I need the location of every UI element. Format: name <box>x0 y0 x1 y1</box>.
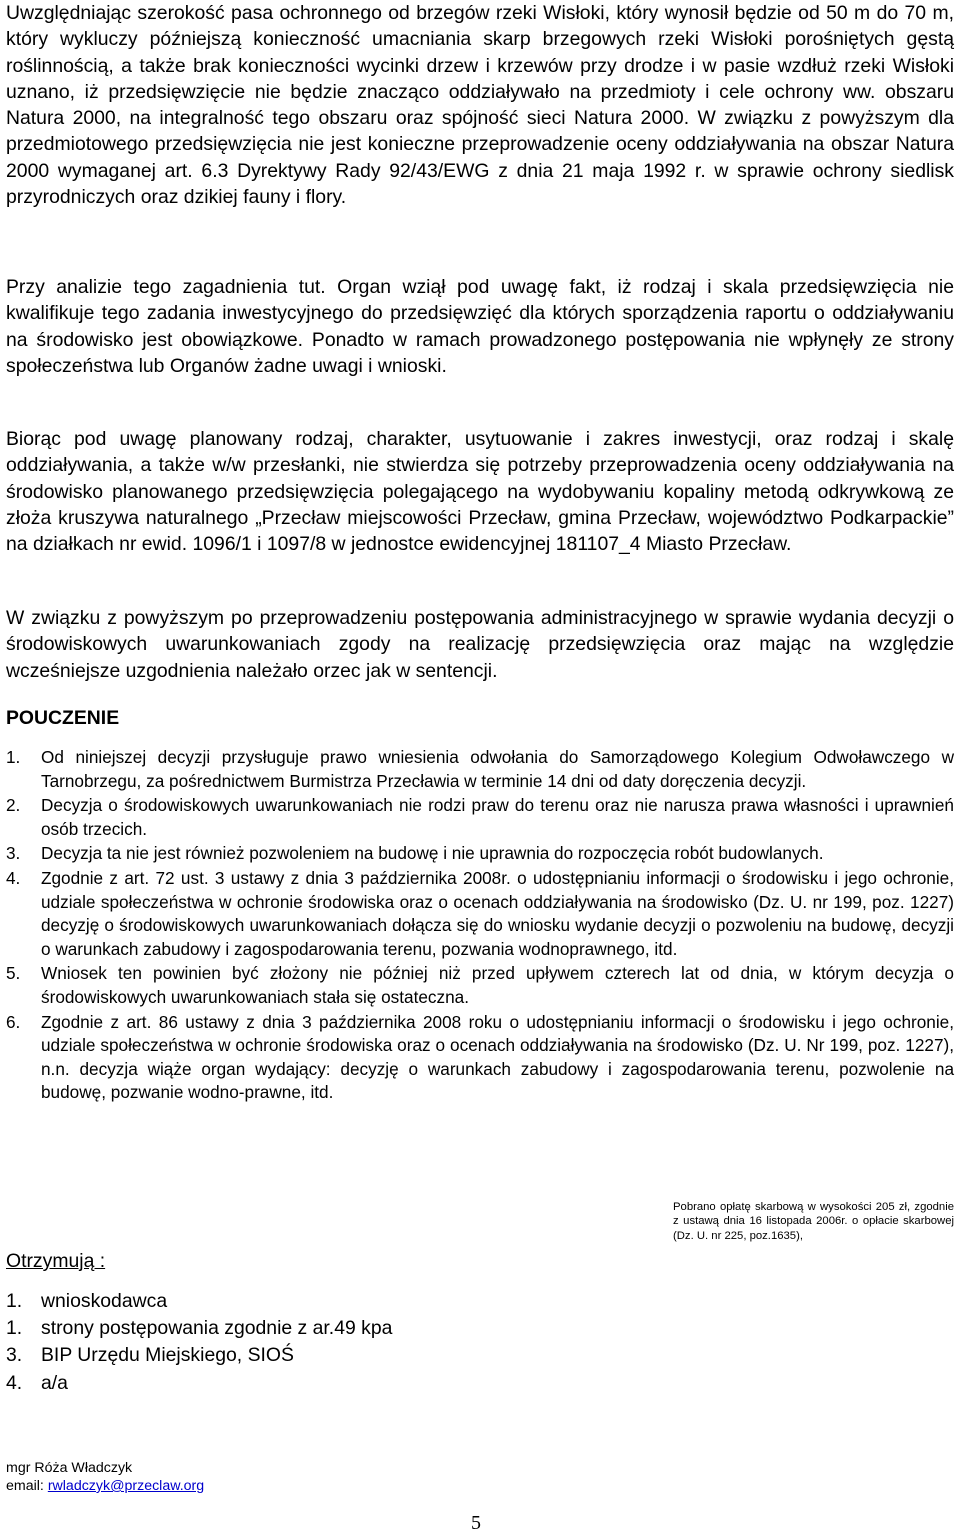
recipient-item <box>6 1370 392 1397</box>
pouczenie-item <box>6 962 954 1009</box>
signer-block <box>6 1459 204 1495</box>
item-text: Zgodnie z art. 72 ust. 3 ustawy z dnia 3 października 2008r. o udostępnianiu informacji o środowisku i jego ochronie, udziale społeczeństwa w ochronie środowiska oraz o ocenach oddziaływania na środowisko (Dz. U. nr 199, poz. 1227) decyzję o środowiskowych uwarunkowaniach dołącza się do wniosku wydanie decyzji o pozwoleniu na budowę, decyzji o warunkach zabudowy i zagospodarowania terenu, pozwania wodnoprawnego, itd. <box>41 867 954 959</box>
recipient-item <box>6 1315 392 1342</box>
item-text: Wniosek ten powinien być złożony nie później niż przed upływem czterech lat od dnia, w którym decyzja o środowiskowych uwarunkowaniach stała się ostateczna. <box>41 963 954 1007</box>
item-text: Decyzja o środowiskowych uwarunkowaniach nie rodzi praw do terenu oraz nie narusza prawa własności i uprawnień osób trzecich. <box>41 795 954 839</box>
justification-paragraph-conclusion: Biorąc pod uwagę planowany rodzaj, charakter, usytuowanie i zakres inwestycji, oraz rodzaj i skalę oddziaływania, a także w/w przesłanki, nie stwierdza się potrzeby przeprowadzenia oceny oddziaływania na środowisko planowanego przedsięwzięcia polegającego na wydobywaniu kopaliny metodą odkrywkową ze złoża kruszywa naturalnego „Przecław miejscowości Przecław, gmina Przecław, województwo Podkarpackie” na działkach nr ewid. 1096/1 i 1097/8 w jednostce ewidencyjnej 181107_4 Miasto Przecław. <box>6 428 954 556</box>
pouczenie-list <box>6 746 954 1106</box>
signer-email-line <box>6 1477 204 1495</box>
justification-paragraph-summary: W związku z powyższym po przeprowadzeniu postępowania administracyjnego w sprawie wydania decyzji o środowiskowych uwarunkowaniach zgody na realizację przedsięwzięcia oraz mając na względzie wcześniejsze uzgodnienia należało orzec jak w sentencji. <box>6 607 954 682</box>
page-number: 5 <box>471 1512 481 1534</box>
recipient-item <box>6 1342 392 1369</box>
justification-paragraph-natura: Uwzględniając szerokość pasa ochronnego od brzegów rzeki Wisłoki, który wynosił będzie od 50 m do 70 m, który wykluczy późniejszą konieczność umacniania skarp brzegowych rzeki Wisłoki porośniętych gęstą roślinnością, a także brak konieczności wycinki drzew i krzewów przy drodze i w pasie wzdłuż rzeki Wisłoki uznano, iż przedsięwzięcie nie będzie znacząco oddziaływało na przedmioty i cele ochrony ww. obszaru Natura 2000, na integralność tego obszaru oraz spójność sieci Natura 2000. W związku z powyższym dla przedmiotowego przedsięwzięcia nie jest konieczne przeprowadzenie oceny oddziaływania na obszar Natura 2000 wymaganej art. 6.3 Dyrektywy Rady 92/43/EWG z dnia 21 maja 1992 r. w sprawie ochrony siedlisk przyrodniczych oraz dzikiej fauny i flory. <box>6 2 954 209</box>
email-link[interactable]: rwladczyk@przeclaw.org <box>47 1478 205 1494</box>
email-label: email: <box>6 1478 44 1494</box>
item-text: Zgodnie z art. 86 ustawy z dnia 3 października 2008 roku o udostępnianiu informacji o środowisku i jego ochronie, udziale społeczeństwa w ochronie środowiska oraz o ocenach oddziaływania na środowisko (Dz. U. Nr 199, poz. 1227), n.n. decyzja wiąże organ wydający: decyzję o warunkach zabudowy i zagospodarowania terenu, pozwolenie na budowę, pozwanie wodno-prawne, itd. <box>41 1011 954 1103</box>
pouczenie-item <box>6 794 954 841</box>
item-number: 1. <box>6 1317 23 1340</box>
item-text: BIP Urzędu Miejskiego, SIOŚ <box>41 1344 294 1367</box>
recipient-item <box>6 1288 392 1315</box>
item-number: 3. <box>6 843 21 864</box>
item-text: strony postępowania zgodnie z ar.49 kpa <box>41 1317 393 1340</box>
stamp-duty-note: Pobrano opłatę skarbową w wysokości 205 zł, zgodnie z ustawą dnia 16 listopada 2006r. o opłacie skarbowej (Dz. U. nr 225, poz.1635), <box>673 1201 954 1242</box>
item-text: Decyzja ta nie jest również pozwoleniem na budowę i nie uprawnia do rozpoczęcia robót budowlanych. <box>41 843 824 864</box>
item-text: wnioskodawca <box>41 1290 168 1312</box>
recipients-heading: Otrzymują : <box>6 1250 106 1272</box>
item-number: 1. <box>6 747 21 767</box>
signer-name: mgr Róża Władczyk <box>6 1460 133 1476</box>
item-text: Od niniejszej decyzji przysługuje prawo wniesienia odwołania do Samorządowego Kolegium Odwoławczego w Tarnobrzegu, za pośrednictwem Burmistrza Przecławia w terminie 14 dni od daty doręczenia decyzji. <box>41 747 954 791</box>
pouczenie-item <box>6 867 954 961</box>
item-number: 6. <box>6 1011 21 1032</box>
pouczenie-item <box>6 1011 954 1105</box>
item-text: a/a <box>41 1371 68 1394</box>
item-number: 4. <box>6 867 21 888</box>
pouczenie-item <box>6 746 954 793</box>
justification-paragraph-analysis: Przy analizie tego zagadnienia tut. Organ wziął pod uwagę fakt, iż rodzaj i skala przedsięwzięcia nie kwalifikuje tego zadania inwestycyjnego do przedsięwzięć dla których sporządzenia raportu o oddziaływaniu na środowisko jest obowiązkowe. Ponadto w ramach prowadzonego postępowania nie wpłynęły ze strony społeczeństwa lub Organów żadne uwagi i wnioski. <box>6 276 954 377</box>
recipients-list <box>6 1288 392 1397</box>
item-number: 3. <box>6 1344 23 1367</box>
item-number: 1. <box>6 1290 23 1312</box>
pouczenie-item <box>6 842 954 866</box>
item-number: 2. <box>6 795 21 816</box>
item-number: 5. <box>6 963 21 984</box>
pouczenie-heading: POUCZENIE <box>6 707 120 729</box>
item-number: 4. <box>6 1371 23 1394</box>
